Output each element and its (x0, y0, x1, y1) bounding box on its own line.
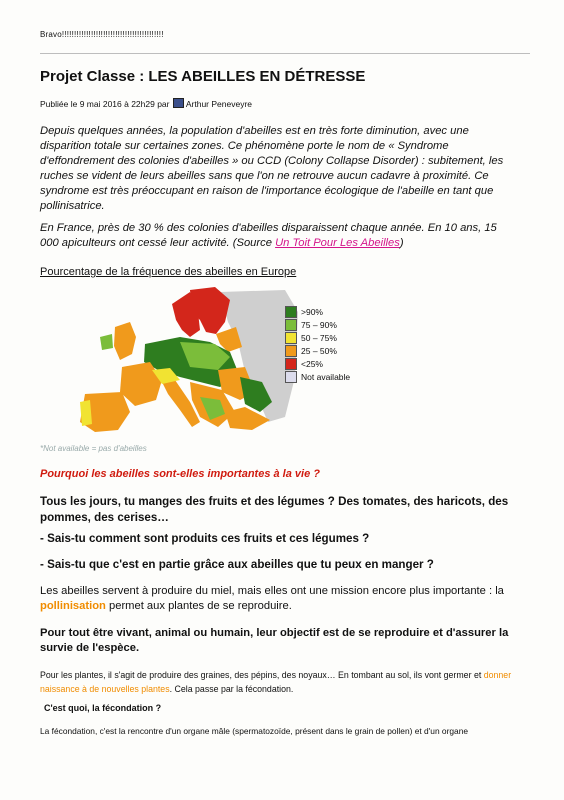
question-production: - Sais-tu comment sont produits ces fruits et ces légumes ? (40, 532, 370, 545)
legend-swatch (285, 306, 297, 318)
author-name: Arthur Peneveyre (185, 99, 253, 109)
legend-swatch (285, 332, 297, 344)
legend-item (285, 357, 350, 370)
legend-swatch (285, 358, 297, 370)
legend-label: >90% (301, 306, 323, 317)
legend-item (285, 305, 350, 318)
legend-swatch (285, 319, 297, 331)
question-fruits: Tous les jours, tu manges des fruits et des légumes ? Des tomates, des haricots, des pommes, des cerises… (40, 495, 509, 524)
legend-label: 75 – 90% (301, 319, 337, 330)
legend-label: Not available (301, 371, 351, 382)
legend-item (285, 331, 350, 344)
map-heading: Pourcentage de la fréquence des abeilles en Europe (40, 266, 297, 278)
france-paragraph (40, 221, 512, 251)
question-bees: - Sais-tu que c'est en partie grâce aux abeilles que tu peux en manger ? (40, 558, 434, 571)
plants-paragraph (40, 668, 514, 696)
plants-highlight: donner naissance à de nouvelles plantes (40, 670, 512, 694)
divider (40, 53, 530, 54)
map-legend (285, 305, 350, 383)
serve-text-a: Les abeilles servent à produire du miel, mais elles ont une mission encore plus importante : la (40, 585, 504, 597)
fecondation-question: C'est quoi, la fécondation ? (44, 703, 162, 713)
legend-item (285, 344, 350, 357)
legend-swatch (285, 345, 297, 357)
serve-text-b: permet aux plantes de se reproduire. (109, 600, 292, 612)
reproduction-paragraph: Pour tout être vivant, animal ou humain, leur objectif est de se reproduire et d'assurer la survie de l'espèce. (40, 627, 509, 654)
plants-text-b: . Cela passe par la fécondation. (169, 684, 294, 694)
intro-paragraph: Depuis quelques années, la population d'abeilles est en très forte diminution, avec une disparition totale sur certaines zones. Ce phénomène porte le nom de « Syndrome d'effondrement des colonies d'abeilles » ou CCD (Colony Collapse Disorder) : subitement, les ruches se vident de leurs abeilles sans que l'on ne retrouve aucun cadavre à proximité. Ce syndrome est très préoccupant en raison de l'importance écologique de l'abeille en tant que pollinisatrice. (40, 125, 504, 212)
legend-item (285, 318, 350, 331)
legend-label: 50 – 75% (301, 332, 337, 343)
author-avatar-icon (173, 98, 184, 108)
article-meta (40, 98, 252, 109)
article-title: Projet Classe : LES ABEILLES EN DÉTRESSE (40, 68, 366, 85)
legend-swatch (285, 371, 297, 383)
fecondation-definition: La fécondation, c'est la rencontre d'un organe mâle (spermatozoïde, présent dans le grain de pollen) et d'un organe (40, 726, 469, 736)
plants-text-a: Pour les plantes, il s'agit de produire des graines, des pépins, des noyaux… En tombant au sol, ils vont germer et (40, 670, 482, 680)
europe-map (40, 282, 300, 437)
legend-label: 25 – 50% (301, 345, 337, 356)
france-text: En France, près de 30 % des colonies d'abeilles disparaissent chaque année. En 10 ans, 15 000 apiculteurs ont cessé leur activité. (Source (40, 222, 497, 249)
why-heading: Pourquoi les abeilles sont-elles importantes à la vie ? (40, 468, 320, 480)
pollination-highlight: pollinisation (40, 600, 106, 612)
source-link[interactable]: Un Toit Pour Les Abeilles (275, 237, 400, 249)
bravo-note: Bravo!!!!!!!!!!!!!!!!!!!!!!!!!!!!!!!!!!!!!!!!!! (40, 30, 164, 39)
map-caption: *Not available = pas d'abeilles (40, 444, 147, 453)
pollination-paragraph (40, 584, 510, 614)
france-text-end: ) (399, 237, 404, 249)
legend-label: <25% (301, 358, 323, 369)
publish-date: Publiée le 9 mai 2016 à 22h29 par (40, 99, 170, 109)
legend-item (285, 370, 350, 383)
